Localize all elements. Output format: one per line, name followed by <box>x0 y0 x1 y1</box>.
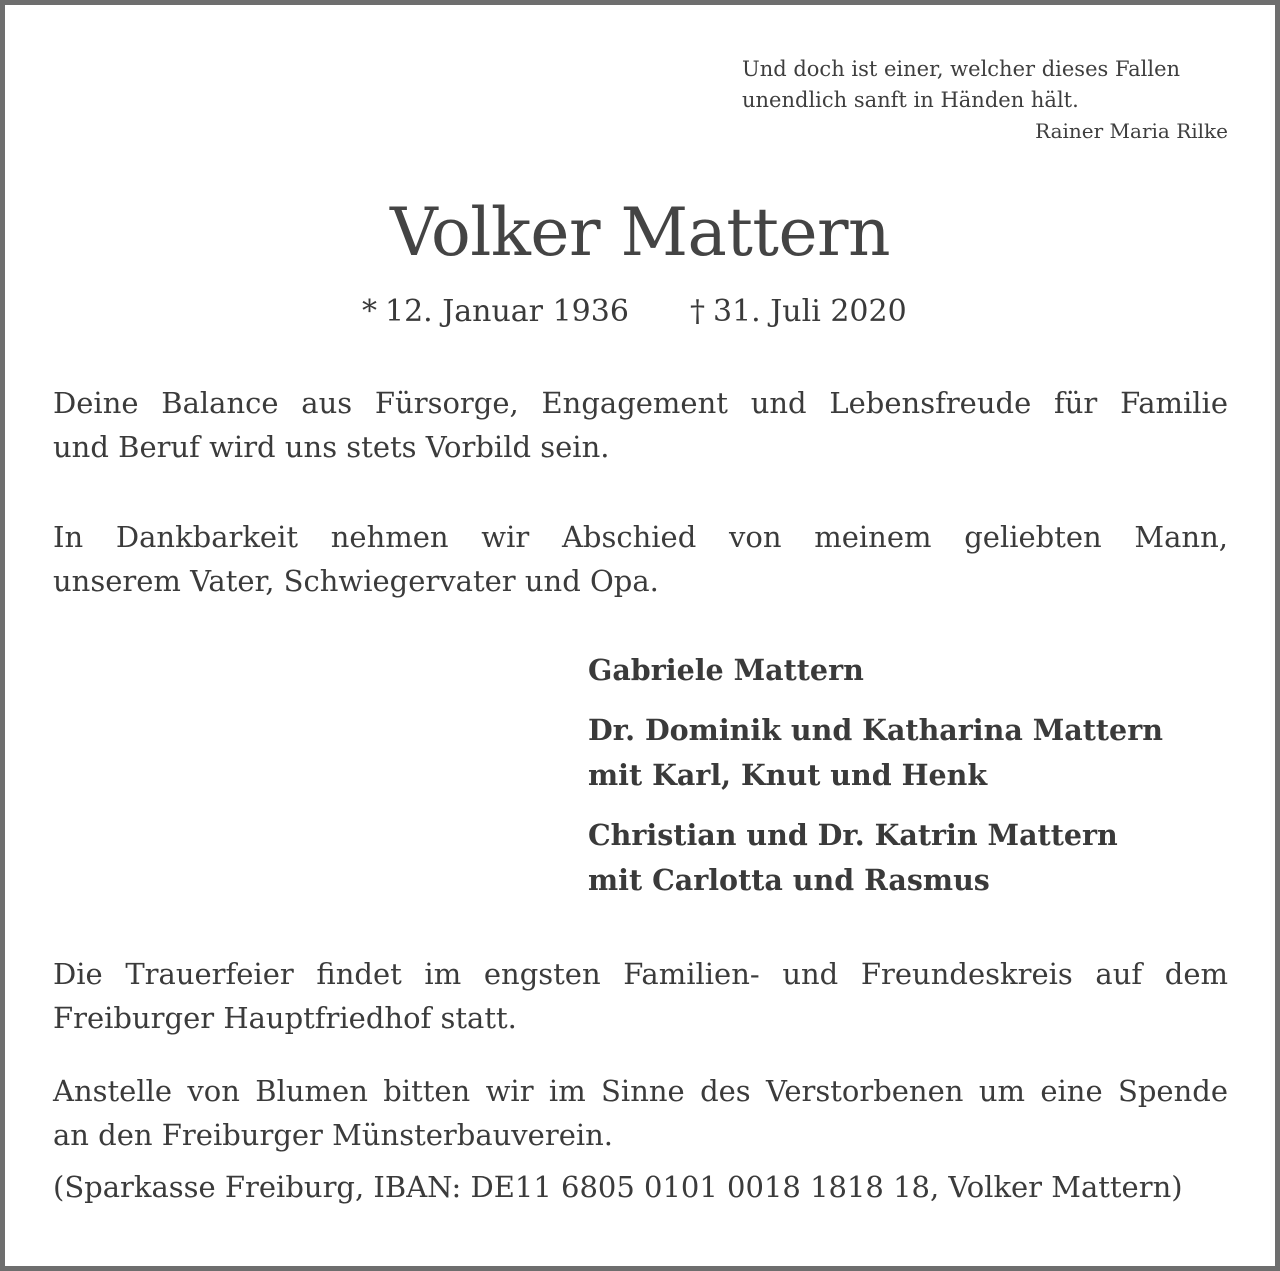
mourner-line: mit Karl, Knut und Henk <box>588 758 988 792</box>
donation-line: Anstelle von Blumen bitten wir im Sinne des Verstorbenen um eine Spende <box>53 1074 1228 1108</box>
quote-line: Und doch ist einer, welcher dieses Fallen <box>742 57 1181 81</box>
tribute-line: und Beruf wird uns stets Vorbild sein. <box>53 430 610 464</box>
mourner-group <box>588 648 1248 693</box>
death-symbol: † <box>690 294 705 329</box>
quote-line: unendlich sanft in Händen hält. <box>742 88 1079 112</box>
rilke-quote <box>742 54 1228 147</box>
mourner-group <box>588 708 1248 798</box>
tribute-paragraph <box>53 381 1228 469</box>
donation-paragraph <box>53 1069 1228 1209</box>
funeral-paragraph <box>53 952 1228 1040</box>
birth-date <box>362 291 629 333</box>
tribute-line: Deine Balance aus Fürsorge, Engagement und Lebensfreude für Familie <box>53 386 1228 420</box>
funeral-line: Freiburger Hauptfriedhof statt. <box>53 1001 517 1035</box>
mourner-line: mit Carlotta und Rasmus <box>588 863 990 897</box>
mourner-line: Christian und Dr. Katrin Mattern <box>588 818 1118 852</box>
quote-author: Rainer Maria Rilke <box>1035 119 1228 143</box>
birth-date-text: 12. Januar 1936 <box>385 294 629 329</box>
mourners-list <box>588 648 1248 918</box>
farewell-line: In Dankbarkeit nehmen wir Abschied von meinem geliebten Mann, <box>53 520 1228 554</box>
mourner-line: Gabriele Mattern <box>588 653 864 687</box>
death-date-text: 31. Juli 2020 <box>713 294 907 329</box>
mourner-line: Dr. Dominik und Katharina Mattern <box>588 713 1163 747</box>
mourner-group <box>588 813 1248 903</box>
birth-symbol: * <box>362 294 377 329</box>
deceased-name: Volker Mattern <box>389 194 891 271</box>
donation-line: an den Freiburger Münsterbauverein. <box>53 1118 614 1152</box>
farewell-paragraph <box>53 515 1228 603</box>
bank-details: (Sparkasse Freiburg, IBAN: DE11 6805 0101 0018 1818 18, Volker Mattern) <box>53 1170 1183 1204</box>
funeral-line: Die Trauerfeier findet im engsten Familien- und Freundeskreis auf dem <box>53 957 1228 991</box>
farewell-line: unserem Vater, Schwiegervater und Opa. <box>53 564 659 598</box>
death-date <box>690 291 907 333</box>
